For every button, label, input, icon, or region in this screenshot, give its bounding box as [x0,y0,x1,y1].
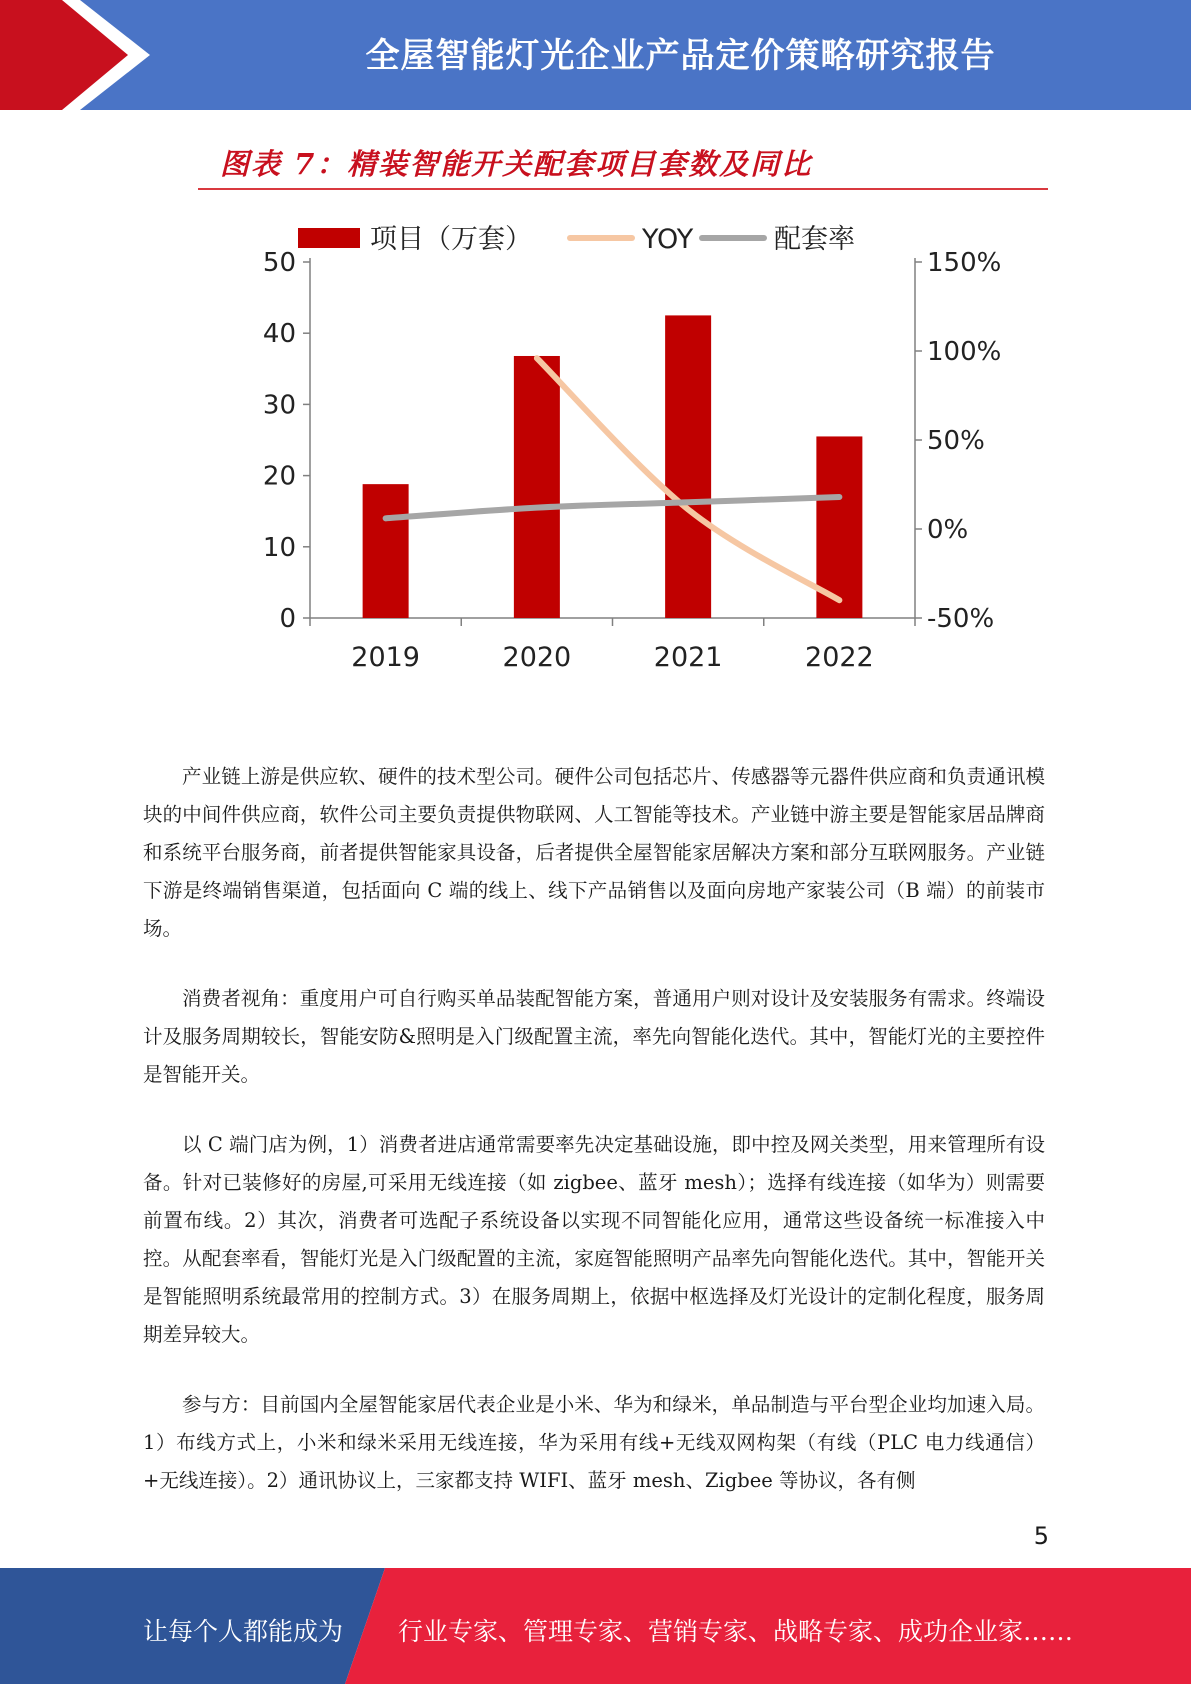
left-axis-tick-label: 20 [262,461,296,492]
body-text [143,758,1045,1532]
right-axis-tick-label: -50% [927,604,995,634]
bar-2021 [665,315,711,618]
bar-2020 [514,356,560,618]
x-axis-tick-label: 2021 [653,642,723,673]
left-axis-tick-label: 30 [262,390,296,421]
paragraph-industry-chain: 产业链上游是供应软、硬件的技术型公司。硬件公司包括芯片、传感器等元器件供应商和负责通讯模块的中间件供应商，软件公司主要负责提供物联网、人工智能等技术。产业链中游主要是智能家居品牌商和系统平台服务商，前者提供智能家具设备，后者提供全屋智能家居解决方案和部分互联网服务。产业链下游是终端销售渠道，包括面向 C 端的线上、线下产品销售以及面向房地产家装公司（B 端）的前装市场。 [143,765,1045,940]
caption-underline [198,188,1048,190]
right-axis-tick-label: 150% [927,248,1002,278]
legend-ratio-label: 配套率 [774,224,855,255]
right-axis-tick-label: 100% [927,337,1002,367]
series-line-1 [386,497,840,518]
paragraph-consumer-view: 消费者视角：重度用户可自行购买单品装配智能方案，普通用户则对设计及安装服务有需求。终端设计及服务周期较长，智能安防&照明是入门级配置主流，率先向智能化迭代。其中，智能灯光的主要控件是智能开关。 [143,987,1045,1086]
paragraph-participants: 参与方：目前国内全屋智能家居代表企业是小米、华为和绿米，单品制造与平台型企业均加速入局。1）布线方式上，小米和绿米采用无线连接，华为采用有线+无线双网构架（有线（PLC 电力线通信）+无线连接）。2）通讯协议上，三家都支持 WIFI、蓝牙 mesh、Zigbee 等协议，各有侧 [143,1393,1045,1492]
x-axis-tick-label: 2020 [502,642,572,673]
report-title: 全屋智能灯光企业产品定价策略研究报告 [365,36,996,76]
page-number: 5 [1033,1522,1049,1550]
page-header [0,0,1191,110]
legend-yoy-label: YOY [642,224,694,255]
left-axis-tick-label: 40 [262,319,296,350]
figure-caption: 图表 7：精装智能开关配套项目套数及同比 [220,147,813,181]
bar-2019 [363,484,409,618]
right-axis-tick-label: 50% [927,426,985,456]
bar-line-chart [240,220,1040,690]
footer-slogan-right: 行业专家、管理专家、营销专家、战略专家、成功企业家…… [398,1617,1074,1646]
left-axis-tick-label: 50 [262,248,296,278]
header-arrow-decoration [0,0,160,110]
paragraph-store-example: 以 C 端门店为例，1）消费者进店通常需要率先决定基础设施，即中控及网关类型，用来管理所有设备。针对已装修好的房屋,可采用无线连接（如 zigbee、蓝牙 mesh）；选择有线连接（如华为）则需要前置布线。2）其次，消费者可选配子系统设备以实现不同智能化应用，通常这些设备统一标准接入中控。从配套率看，智能灯光是入门级配置的主流，家庭智能照明产品率先向智能化迭代。其中，智能开关是智能照明系统最常用的控制方式。3）在服务周期上，依据中枢选择及灯光设计的定制化程度，服务周期差异较大。 [143,1133,1045,1346]
chart-container [240,220,1040,690]
legend-bar-swatch [298,228,360,248]
x-axis-tick-label: 2019 [351,642,420,673]
x-axis-tick-label: 2022 [805,642,874,673]
left-axis-tick-label: 0 [279,604,296,634]
legend-bar-label: 项目（万套） [370,224,532,255]
left-axis-tick-label: 10 [262,532,296,563]
footer-slogan-left: 让每个人都能成为 [143,1617,344,1646]
right-axis-tick-label: 0% [927,515,969,545]
